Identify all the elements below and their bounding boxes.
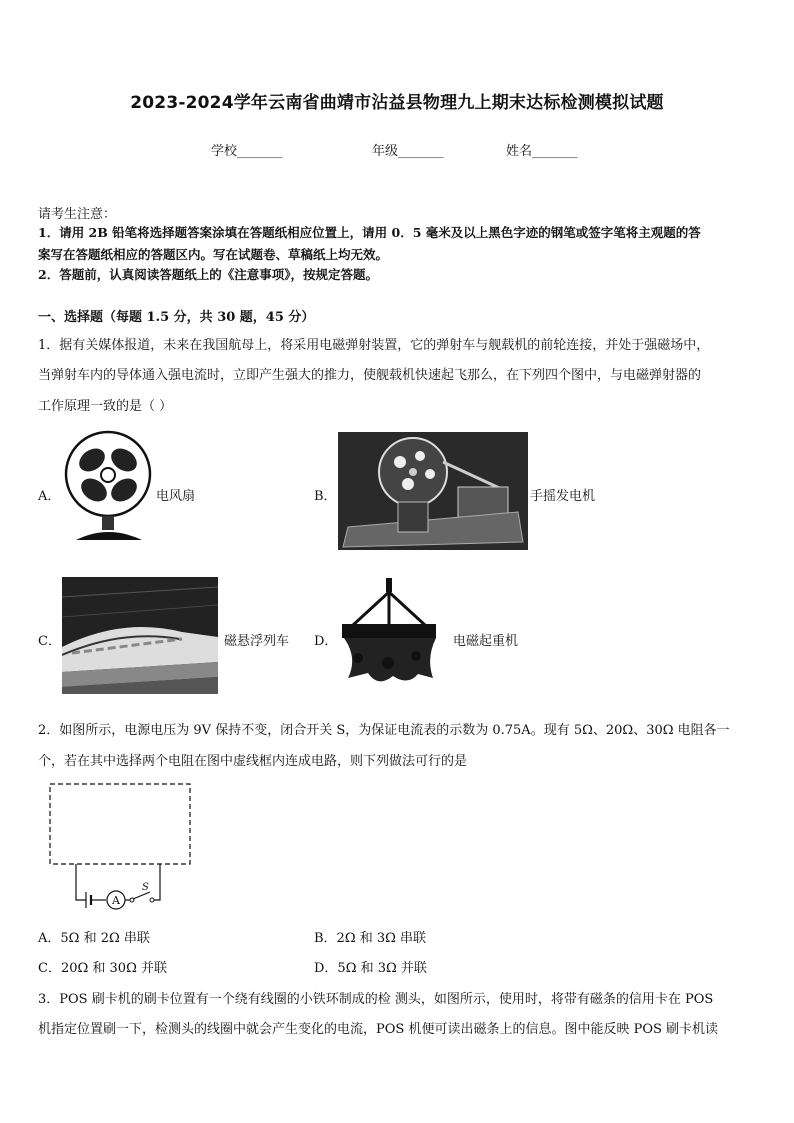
grade-field[interactable]: 年级_______ (372, 144, 444, 159)
switch-label: S (142, 882, 149, 893)
section-heading: 一、选择题（每题 1.5 分，共 30 题，45 分） (38, 310, 315, 325)
q1-option-c-caption: 磁悬浮列车 (224, 634, 290, 649)
circuit-diagram (46, 780, 196, 912)
q3-text-line-2: 机指定位置刷一下，检测头的线圈中就会产生变化的电流，POS 机便可读出磁条上的信息。图中能反映 POS 刷卡机读 (38, 1022, 719, 1037)
q2-option-b[interactable]: B．2Ω 和 3Ω 串联 (314, 931, 427, 946)
electromagnetic-crane-image (338, 578, 440, 690)
document-title: 2023-2024学年云南省曲靖市沾益县物理九上期末达标检测模拟试题 (130, 93, 664, 113)
school-field[interactable]: 学校_______ (211, 144, 283, 159)
q2-option-a[interactable]: A．5Ω 和 2Ω 串联 (38, 931, 150, 946)
q2-text-line-2: 个，若在其中选择两个电阻在图中虚线框内连成电路，则下列做法可行的是 (38, 754, 468, 769)
q1-option-d-letter[interactable]: D． (314, 634, 338, 649)
q1-option-d-caption: 电磁起重机 (453, 634, 519, 649)
q1-text-line-1: 1．据有关媒体报道，未来在我国航母上，将采用电磁弹射装置，它的弹射车与舰载机的前轮连接，并处于强磁场中， (38, 338, 710, 353)
q1-option-a-letter[interactable]: A． (38, 489, 61, 504)
q1-text-line-3: 工作原理一致的是（ ） (38, 399, 173, 414)
name-field[interactable]: 姓名_______ (506, 144, 578, 159)
q2-option-c[interactable]: C．20Ω 和 30Ω 并联 (38, 961, 167, 976)
switch-icon (133, 892, 150, 899)
q1-option-c-letter[interactable]: C． (38, 634, 61, 649)
q1-option-a-caption: 电风扇 (156, 489, 196, 504)
notice-item-1-line-2: 案写在答题纸相应的答题区内。写在试题卷、草稿纸上均无效。 (38, 247, 389, 262)
q1-option-b-letter[interactable]: B． (314, 489, 337, 504)
q1-option-b-caption: 手摇发电机 (530, 489, 596, 504)
ammeter-label: A (112, 894, 120, 907)
electric-fan-image (62, 430, 154, 542)
q2-text-line-1: 2．如图所示，电源电压为 9V 保持不变，闭合开关 S，为保证电流表的示数为 0.75A。现有 5Ω、20Ω、30Ω 电阻各一 (38, 723, 730, 738)
hand-generator-image (338, 432, 528, 550)
maglev-train-image (62, 577, 218, 694)
notice-heading: 请考生注意： (38, 207, 117, 222)
q2-option-d[interactable]: D．5Ω 和 3Ω 并联 (314, 961, 427, 976)
notice-item-1-line-1: 1．请用 2B 铅笔将选择题答案涂填在答题纸相应位置上，请用 0．5 毫米及以上黑色字迹的钢笔或签字笔将主观题的答 (38, 225, 701, 240)
notice-item-2: 2．答题前，认真阅读答题纸上的《注意事项》，按规定答题。 (38, 267, 378, 282)
q1-text-line-2: 当弹射车内的导体通入强电流时，立即产生强大的推力，使舰载机快速起飞那么，在下列四个图中，与电磁弹射器的 (38, 368, 702, 383)
dashed-box (50, 784, 190, 864)
q3-text-line-1: 3．POS 刷卡机的刷卡位置有一个绕有线圈的小铁环制成的检 测头，如图所示，使用时，将带有磁条的信用卡在 POS (38, 992, 714, 1007)
